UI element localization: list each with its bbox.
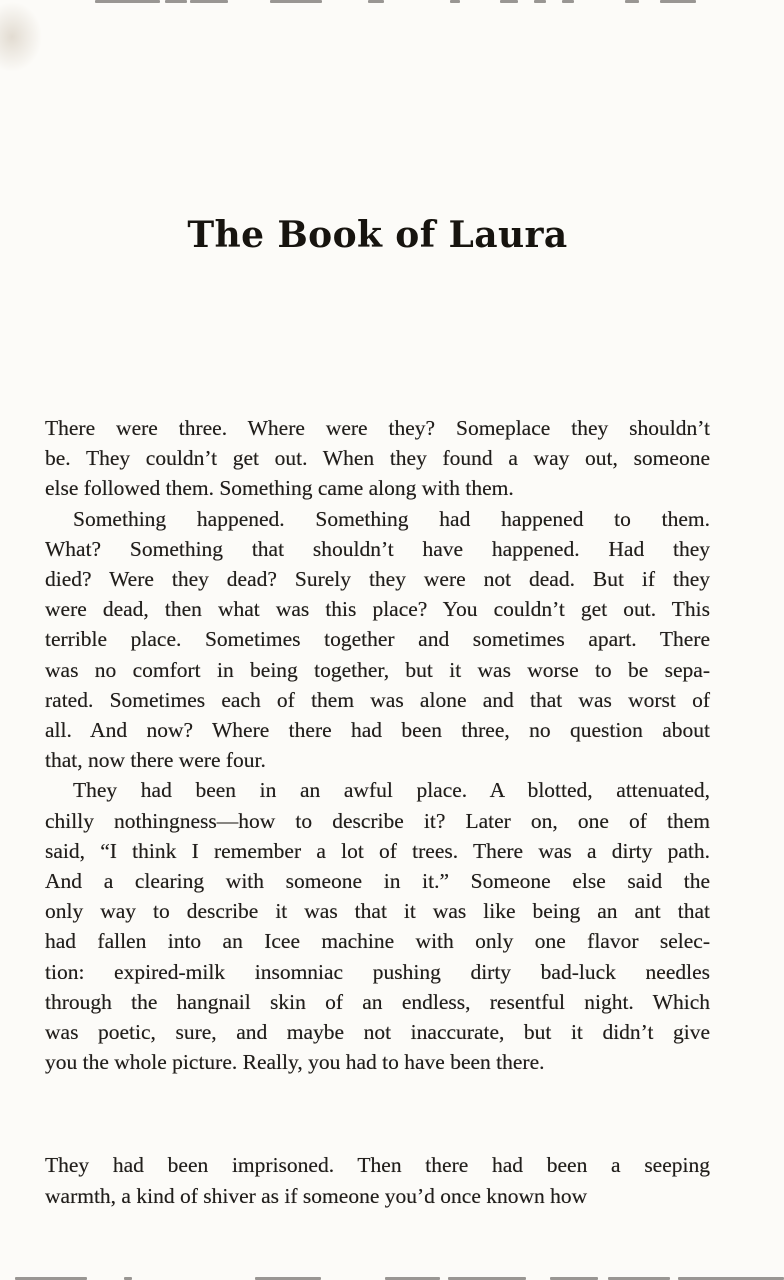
- text-line: you the whole picture. Really, you had to have been there.: [45, 1050, 545, 1075]
- text-line: tion: expired-milk insomniac pushing dirty bad-luck needles: [45, 959, 710, 984]
- text-line: died? Were they dead? Surely they were not dead. But if they: [45, 567, 710, 592]
- text-line: only way to describe it was that it was like being an ant that: [45, 899, 710, 924]
- text-line: rated. Sometimes each of them was alone and that was worst of: [45, 687, 710, 712]
- text-line: There were three. Where were they? Someplace they shouldn’t: [45, 416, 710, 440]
- text-line: What? Something that shouldn’t have happened. Had they: [45, 536, 710, 561]
- text-line: chilly nothingness—how to describe it? Later on, one of them: [45, 808, 710, 833]
- paragraph: [45, 504, 710, 776]
- text-line: warmth, a kind of shiver as if someone you’d once known how: [45, 1183, 588, 1208]
- text-line: They had been in an awful place. A blotted, attenuated,: [73, 778, 710, 803]
- paragraph: [45, 413, 710, 504]
- text-line: had fallen into an Icee machine with only one flavor selec-: [45, 929, 710, 954]
- text-line: Something happened. Something had happened to them.: [73, 506, 710, 531]
- text-line: else followed them. Something came along with them.: [45, 476, 514, 501]
- scan-smudge: [0, 2, 42, 72]
- text-line: was no comfort in being together, but it was worse to be sepa-: [45, 657, 710, 682]
- text-line: all. And now? Where there had been three, no question about: [45, 718, 710, 743]
- paragraph: [45, 1150, 710, 1210]
- text-line: They had been imprisoned. Then there had been a seeping: [45, 1153, 710, 1178]
- text-line: were dead, then what was this place? You couldn’t get out. This: [45, 597, 710, 622]
- text-line: And a clearing with someone in it.” Someone else said the: [45, 869, 710, 894]
- text-line: that, now there were four.: [45, 748, 266, 773]
- body-text: [45, 413, 710, 1211]
- text-line: terrible place. Sometimes together and sometimes apart. There: [45, 627, 710, 652]
- chapter-title: The Book of Laura: [187, 214, 568, 256]
- paragraph: [45, 775, 710, 1077]
- text-line: was poetic, sure, and maybe not inaccurate, but it didn’t give: [45, 1020, 710, 1045]
- text-line: be. They couldn’t get out. When they found a way out, someone: [45, 446, 710, 471]
- text-line: said, “I think I remember a lot of trees. There was a dirty path.: [45, 838, 710, 863]
- text-line: through the hangnail skin of an endless, resentful night. Which: [45, 989, 710, 1014]
